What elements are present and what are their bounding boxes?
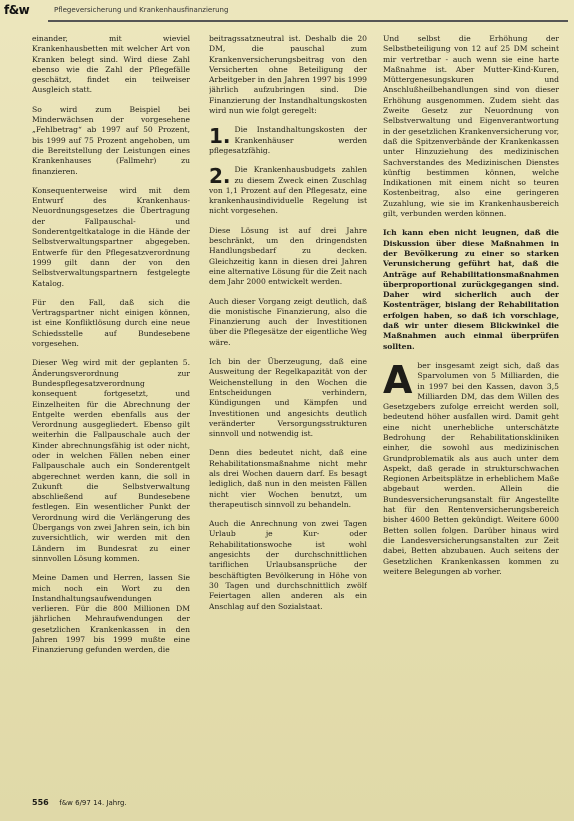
running-head: Pflegeversicherung und Krankenhausfinanzierung: [54, 6, 229, 14]
paragraph-text: Ich bin der Überzeugung, daß eine Ausweitung der Regelkapazität von der Weichenstellung in den Wochen die Entscheidungen verhindern, Kündigungen und Kämpfen und Investitionen und angesichts deutlich veränderter Versorgungsstrukturen sinnvoll und notwendig ist.: [209, 357, 367, 439]
column-3: [383, 34, 559, 790]
drop-cap: 2.: [209, 164, 231, 189]
paragraph-text: Für den Fall, daß sich die Vertragspartner nicht einigen können, ist eine Konfliktlösung durch eine neue Schiedsstelle auf Bundesebene vorgesehen.: [32, 297, 190, 349]
paragraph: [32, 105, 190, 177]
paragraph-text: Konsequenterweise wird mit dem Entwurf des Krankenhaus-Neuordnungsgesetzes die Übertragung der Fallpauschal- und Sonderentgeltkataloge in die Hände der Selbstverwaltungspartner abgegeben. Entwerfe für den Pflegesatzverordnung 1999 gilt dann der von den Selbstverwaltungspartnern festgelegte Katalog.: [32, 185, 190, 288]
paragraph-text: Und selbst die Erhöhung der Selbstbeteiligung von 12 auf 25 DM scheint mir vertretbar - auch wenn sie eine harte Maßnahme ist. Aber Mutter-Kind-Kuren, Müttergenesungskuren und Anschlußheilbehandlungen sind von dieser Erhöhung ausgenommen. Zudem sieht das Zweite Gesetz zur Neuordnung von Selbstverwaltung und Eigenverantwortung in der gesetzlichen Krankenversicherung vor, daß die Spitzenverbände der Krankenkassen unter Hinzuziehung des medizinischen Sachverstandes des Medizinischen Dienstes künftig bestimmen können, welche Indikationen mit einem nicht so teuren Kostenbeitrag, also eine geringeren Zuzahlung, wie sie im Krankenhausbereich gilt, verbunden werden können.: [383, 34, 559, 219]
paragraph: [32, 573, 190, 655]
paragraph-text: Auch dieser Vorgang zeigt deutlich, daß die monistische Finanzierung, also die Finanzierung auch der Investitionen über die Pflegesätze der eigentliche Weg wäre.: [209, 296, 367, 347]
paragraph-text: ber insgesamt zeigt sich, daß das Sparvolumen von 5 Milliarden, die in 1997 bei den Kassen, davon 3,5 Milliarden DM, das dem Willen des Gesetzgebers zufolge erreicht werden soll, bedeutend höher ausfallen wird. Damit geht eine nicht unerhebliche unterschätzte Bedrohung der Rehabilitationskliniken einher, die sowohl aus medizinischen Grundproblematik als aus auch unter dem Aspekt, daß gerade in strukturschwachen Regionen Arbeitsplätze in erheblichem Maße abgebaut werden. Allein die Bundesversicherungsanstalt für Angestellte hat für den Rentenversicherungsbereich bisher 4600 Betten gekündigt. Weitere 6000 Betten sollen folgen. Darüber hinaus wird die Landesversicherungsanstalten zur Zeit dabei, Betten abzubauen. Auch seitens der Gesetzlichen Krankenkassen kommen zu weitere Belegungen ab vorher.: [383, 360, 559, 576]
journal-name: f&w 6/97 14. Jahrg.: [59, 799, 127, 807]
paragraph: [209, 297, 367, 348]
drop-cap: 1.: [209, 124, 231, 149]
paragraph-text: einander, mit wieviel Krankenhausbetten mit welcher Art von Kranken belegt sind. Wird diese Zahl ebenso wie die Zahl der Pflegefälle geschätzt, findet ein teilweiser Ausgleich statt.: [32, 34, 190, 95]
column-2: [209, 34, 367, 790]
paragraph: [209, 448, 367, 510]
paragraph-text: So wird zum Beispiel bei Minderwächsen der vorgesehene „Fehlbetrag“ ab 1997 auf 50 Prozent, bis 1999 auf 75 Prozent angehoben, um die Bereitstellung der Leistungen eines Krankenhauses (Fallmehr) zu finanzieren.: [32, 104, 190, 176]
paragraph: [383, 228, 559, 352]
paragraph: [209, 519, 367, 612]
paragraph: [209, 34, 367, 116]
paragraph-text: beitragssatzneutral ist. Deshalb die 20 DM, die pauschal zum Krankenversicherungsbeitrag von den Versicherten ohne Beteiligung der Arbeitgeber in den Jahren 1997 bis 1999 jährlich aufzubringen sind. Die Finanzierung der Instandhaltungskosten wird nun wie folgt geregelt:: [209, 34, 367, 116]
paragraph: [32, 358, 190, 564]
paragraph: [383, 357, 559, 577]
column-1: [32, 34, 190, 790]
page-number: 556: [32, 798, 49, 807]
paragraph: [209, 357, 367, 439]
paragraph-text: Die Krankenhausbudgets zahlen zu diesem Zweck einen Zuschlag von 1,1 Prozent auf den Pflegesatz, eine krankenhausindividuelle Regelung ist nicht vorgesehen.: [209, 165, 367, 216]
page-footer: [32, 798, 552, 812]
paragraph-text: Diese Lösung ist auf drei Jahre beschränkt, um den dringendsten Handlungsbedarf zu decken. Gleichzeitig kann in diesen drei Jahren eine alternative Lösung für die Zeit nach dem Jahr 2000 entwickelt werden.: [209, 225, 367, 287]
paragraph-text: Ich kann eben nicht leugnen, daß die Diskussion über diese Maßnahmen in der Bevölkerung zu einer so starken Verunsicherung geführt hat, daß die Anträge auf Rehabilitationsmaßnahmen überproportional zurückgegangen sind. Daher wird sicherlich auch der Kostenträger, bislang der Rehabilitation erfolgen haben, so daß ich vorschlage, daß wir unter diesem Blickwinkel die Maßnahmen auch einmal überprüfen sollten.: [383, 228, 559, 351]
paragraph-text: Dieser Weg wird mit der geplanten 5. Änderungsverordnung zur Bundespflegesatzverordnung konsequent fortgesetzt, und Einzelheiten für die Abrechnung der Entgelte werden ebenfalls aus der Verordnung ausgegliedert. Ebenso gilt weiterhin die Fallpauschale auch der Kinder abrechnungsfähig ist oder nicht, oder in welchen Fällen neben einer Fallpauschale auch ein Sonderentgelt abgerechnet werden kann, die soll in Zukunft die Selbstverwaltung abschließend auf Bundesebene festlegen. Ein wesentlicher Punkt der Verordnung wird die Verlängerung des Übergangs von zwei Jahren sein, ich bin zuversichtlich, wir werden mit den Ländern im Bundesrat zu einer sinnvollen Lösung kommen.: [32, 358, 190, 563]
paragraph: [32, 298, 190, 349]
paragraph-text: Die Instandhaltungskosten der Krankenhäuser werden pflegesatzfähig.: [209, 125, 367, 155]
paragraph-text: Denn dies bedeutet nicht, daß eine Rehabilitationsmaßnahme nicht mehr als drei Wochen dauern darf. Es besagt lediglich, daß nun in den meisten Fällen nicht vier Wochen benutzt, um therapeutisch sinnvoll zu behandeln.: [209, 448, 367, 509]
paragraph-text: Meine Damen und Herren, lassen Sie mich noch ein Wort zu den Instandhaltungsaufwendungen verlieren. Für die 800 Millionen DM jährlichen Mehraufwendungen der gesetzlichen Krankenkassen in den Jahren 1997 bis 1999 mußte eine Finanzierung gefunden werden, die: [32, 573, 190, 655]
paragraph: [209, 165, 367, 216]
header-rule: [48, 20, 568, 22]
paragraph-text: Auch die Anrechnung von zwei Tagen Urlaub je Kur- oder Rehabilitationswoche ist wohl angesichts der durchschnittlichen tariflichen Urlaubsansprüche der beschäftigten Bevölkerung in Höhe von 30 Tagen und durchschnittlich zwölf Feiertagen allen anderen als ein Anschlag auf den Sozialstaat.: [209, 519, 367, 611]
paragraph: [383, 34, 559, 219]
drop-cap: A: [383, 357, 413, 402]
paragraph: [32, 34, 190, 96]
paragraph: [209, 226, 367, 288]
paragraph: [209, 125, 367, 156]
journal-logo: f&w: [4, 3, 30, 17]
paragraph: [32, 186, 190, 289]
